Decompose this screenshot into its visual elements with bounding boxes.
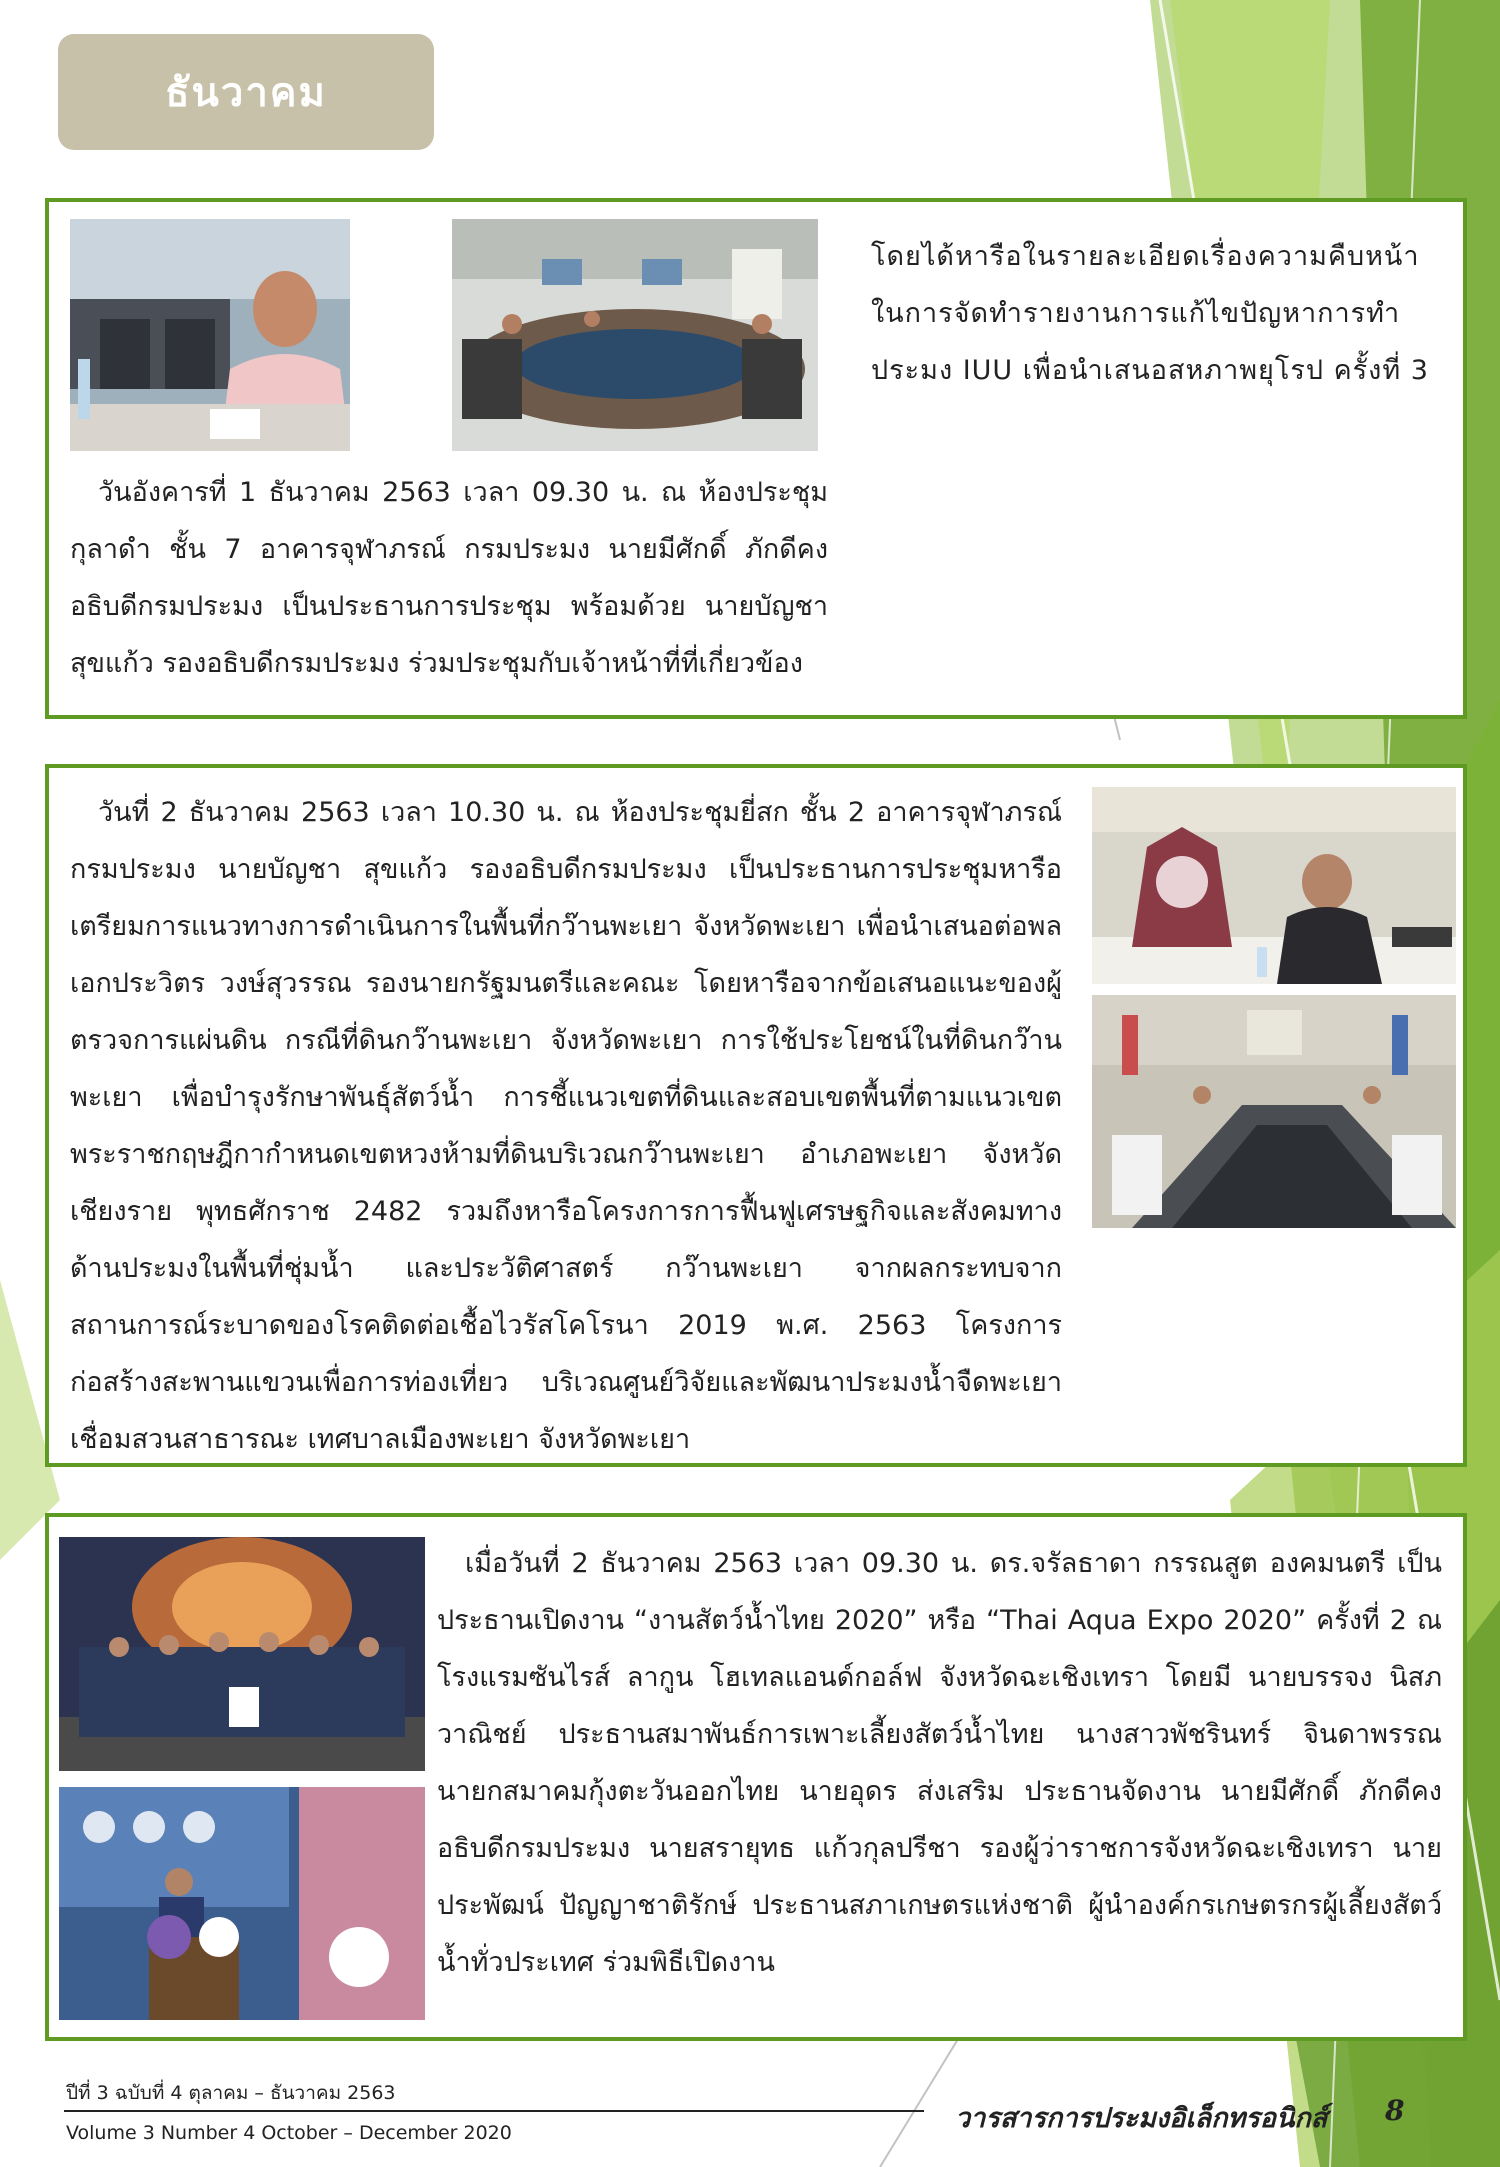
footer-issue-thai: ปีที่ 3 ฉบับที่ 4 ตุลาคม – ธันวาคม 2563 [66, 2082, 396, 2104]
photo-expo-speech [59, 1787, 425, 2020]
news-box-2 [45, 764, 1467, 1467]
photo-meeting-room [452, 219, 818, 451]
photo-meeting-table [1092, 995, 1456, 1228]
page-number: 8 [1385, 2094, 1405, 2127]
item-2-text: วันที่ 2 ธันวาคม 2563 เวลา 10.30 น. ณ ห้องประชุมยี่สก ชั้น 2 อาคารจุฬาภรณ์ กรมประมง นายบัญชา สุขแก้ว รองอธิบดีกรมประมง เป็นประธานการประชุมหารือเตรียมการแนวทางการดำเนินการในพื้นที่กว๊านพะเยา จังหวัดพะเยา เพื่อนำเสนอต่อพลเอกประวิตร วงษ์สุวรรณ รองนายกรัฐมนตรีและคณะ โดยหารือจากข้อเสนอแนะของผู้ตรวจการแผ่นดิน กรณีที่ดินกว๊านพะเยา จังหวัดพะเยา การใช้ประโยชน์ในที่ดินกว๊านพะเยา เพื่อบำรุงรักษาพันธุ์สัตว์น้ำ การชี้แนวเขตที่ดินและสอบเขตพื้นที่ตามแนวเขตพระราชกฤษฎีกากำหนดเขตหวงห้ามที่ดินบริเวณกว๊านพะเยา อำเภอพะเยา จังหวัดเชียงราย พุทธศักราช 2482 รวมถึงหารือโครงการการฟื้นฟูเศรษฐกิจและสังคมทางด้านประมงในพื้นที่ชุ่มน้ำ และประวัติศาสตร์ กว๊านพะเยา จากผลกระทบจากสถานการณ์ระบาดของโรคติดต่อเชื้อไวรัสโคโรนา 2019 พ.ศ. 2563 โครงการก่อสร้างสะพานแขวนเพื่อการท่องเที่ยว บริเวณศูนย์วิจัยและพัฒนาประมงน้ำจืดพะเยา เชื่อมสวนสาธารณะ เทศบาลเมืองพะเยา จังหวัดพะเยา [70, 797, 1062, 1455]
footer-issue-english: Volume 3 Number 4 October – December 2020 [66, 2122, 512, 2144]
footer-rule [64, 2110, 924, 2112]
item-1-text-a: โดยได้หารือในรายละเอียดเรื่องความคืบหน้าในการจัดทำรายงานการแก้ไขปัญหาการทำประมง IUU เพื่อนำเสนอสหภาพยุโรป ครั้งที่ 3 [871, 241, 1429, 386]
month-tab [58, 34, 434, 150]
month-title: ธันวาคม [165, 69, 327, 116]
news-box-1 [45, 198, 1467, 719]
item-1-text-b: วันอังคารที่ 1 ธันวาคม 2563 เวลา 09.30 น. ณ ห้องประชุมกุลาดำ ชั้น 7 อาคารจุฬาภรณ์ กรมประมง นายมีศักดิ์ ภักดีคง อธิบดีกรมประมง เป็นประธานการประชุม พร้อมด้วย นายบัญชา สุขแก้ว รองอธิบดีกรมประมง ร่วมประชุมกับเจ้าหน้าที่ที่เกี่ยวข้อง [70, 477, 828, 679]
footer-journal-title: วารสารการประมงอิเล็กทรอนิกส์ [955, 2103, 1328, 2134]
photo-expo-group [59, 1537, 425, 1771]
photo-meeting-chair [70, 219, 350, 451]
photo-meeting-deputy [1092, 787, 1456, 984]
news-box-3 [45, 1513, 1467, 2041]
item-3-text: เมื่อวันที่ 2 ธันวาคม 2563 เวลา 09.30 น. ดร.จรัลธาดา กรรณสูต องคมนตรี เป็นประธานเปิดงาน “งานสัตว์น้ำไทย 2020” หรือ “Thai Aqua Expo 2020” ครั้งที่ 2 ณ โรงแรมซันไรส์ ลากูน โฮเทลแอนด์กอล์ฟ จังหวัดฉะเชิงเทรา โดยมี นายบรรจง นิสภวาณิชย์ ประธานสมาพันธ์การเพาะเลี้ยงสัตว์น้ำไทย นางสาวพัชรินทร์ จินดาพรรณ นายกสมาคมกุ้งตะวันออกไทย นายอุดร ส่งเสริม ประธานจัดงาน นายมีศักดิ์ ภักดีคง อธิบดีกรมประมง นายสรายุทธ แก้วกุลปรีชา รองผู้ว่าราชการจังหวัดฉะเชิงเทรา นายประพัฒน์ ปัญญาชาติรักษ์ ประธานสภาเกษตรแห่งชาติ ผู้นำองค์กรเกษตรกรผู้เลี้ยงสัตว์น้ำทั่วประเทศ ร่วมพิธีเปิดงาน [437, 1548, 1442, 1978]
